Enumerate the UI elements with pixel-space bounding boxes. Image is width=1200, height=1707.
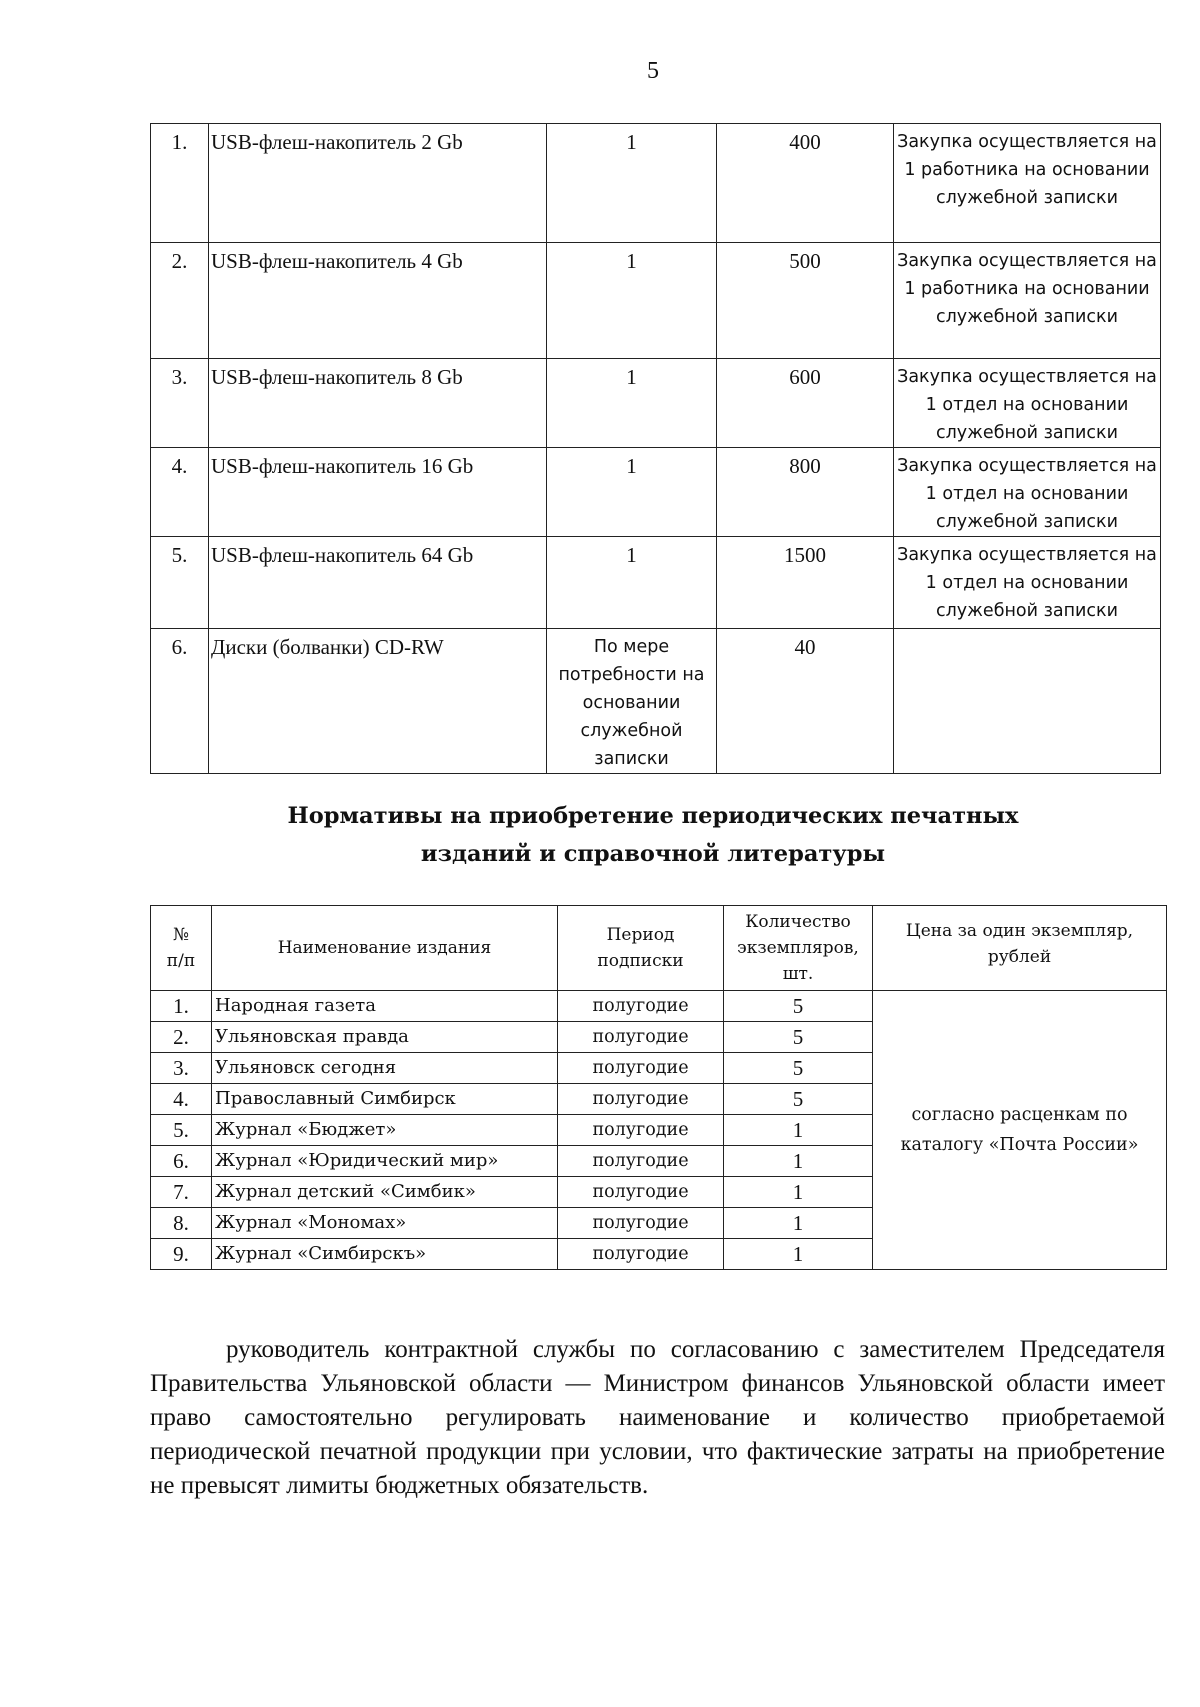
copies-quantity: 1 [724,1208,873,1239]
row-number: 6. [151,1146,212,1177]
subscription-period: полугодие [558,1239,724,1270]
copies-quantity: 5 [724,1084,873,1115]
item-name: USB-флеш-накопитель 8 Gb [209,359,547,448]
item-price: 40 [717,629,894,774]
item-note: Закупка осуществляется на 1 работника на основании служебной записки [894,124,1161,243]
subscription-period: полугодие [558,1208,724,1239]
table-row [151,991,1167,1022]
row-number: 3. [151,1053,212,1084]
header-period: Период подписки [558,906,724,991]
row-number: 4. [151,1084,212,1115]
row-number: 2. [151,243,209,359]
table-header-row [151,906,1167,991]
item-name: Диски (болванки) CD-RW [209,629,547,774]
row-number: 3. [151,359,209,448]
publication-name: Журнал «Мономах» [212,1208,558,1239]
section-heading-line-2: изданий и справочной литературы [420,841,886,867]
publication-name: Журнал «Бюджет» [212,1115,558,1146]
item-quantity: 1 [547,359,717,448]
row-number: 1. [151,991,212,1022]
item-quantity: 1 [547,243,717,359]
publication-name: Журнал «Симбирскъ» [212,1239,558,1270]
item-note: Закупка осуществляется на 1 отдел на основании служебной записки [894,448,1161,537]
copies-quantity: 1 [724,1115,873,1146]
table-row [151,124,1161,243]
body-paragraph: руководитель контрактной службы по согласованию с заместителем Председателя Правительства Ульяновской области — Министром финансов Ульяновской области имеет право самостоятельно регулировать наименование и количество приобретаемой периодической печатной продукции при условии, что фактические затраты на приобретение не превысят лимиты бюджетных обязательств. [150,1336,1165,1499]
header-price: Цена за один экземпляр, рублей [873,906,1167,991]
item-name: USB-флеш-накопитель 4 Gb [209,243,547,359]
table-row [151,359,1161,448]
copies-quantity: 5 [724,991,873,1022]
table-row [151,448,1161,537]
publication-name: Ульяновск сегодня [212,1053,558,1084]
item-price: 800 [717,448,894,537]
item-name: USB-флеш-накопитель 64 Gb [209,537,547,629]
row-number: 9. [151,1239,212,1270]
item-price: 1500 [717,537,894,629]
section-heading-line-1: Нормативы на приобретение периодических печатных [287,803,1019,829]
subscription-period: полугодие [558,1146,724,1177]
item-quantity: 1 [547,537,717,629]
subscription-period: полугодие [558,1084,724,1115]
subscription-period: полугодие [558,1177,724,1208]
item-name: USB-флеш-накопитель 16 Gb [209,448,547,537]
header-name: Наименование издания [212,906,558,991]
item-quantity: По мере потребности на основании служебной записки [547,629,717,774]
table-row [151,629,1161,774]
table-row [151,537,1161,629]
header-number [151,906,212,991]
item-quantity: 1 [547,448,717,537]
item-price: 600 [717,359,894,448]
subscription-period: полугодие [558,1022,724,1053]
publication-name: Журнал «Юридический мир» [212,1146,558,1177]
row-number: 8. [151,1208,212,1239]
copies-quantity: 5 [724,1022,873,1053]
copies-quantity: 1 [724,1177,873,1208]
subscription-period: полугодие [558,1115,724,1146]
publication-name: Православный Симбирск [212,1084,558,1115]
periodicals-table [150,905,1167,1270]
item-note [894,629,1161,774]
row-number: 1. [151,124,209,243]
subscription-period: полугодие [558,1053,724,1084]
header-number-abbr: п/п [166,951,196,971]
item-price: 400 [717,124,894,243]
header-quantity: Количество экземпляров, шт. [724,906,873,991]
row-number: 6. [151,629,209,774]
item-note: Закупка осуществляется на 1 отдел на основании служебной записки [894,359,1161,448]
price-note: согласно расценкам по каталогу «Почта России» [873,991,1167,1270]
copies-quantity: 1 [724,1146,873,1177]
row-number: 5. [151,537,209,629]
page-number: 5 [647,58,659,84]
row-number: 4. [151,448,209,537]
row-number: 7. [151,1177,212,1208]
subscription-period: полугодие [558,991,724,1022]
copies-quantity: 5 [724,1053,873,1084]
table-row [151,243,1161,359]
item-quantity: 1 [547,124,717,243]
item-name: USB-флеш-накопитель 2 Gb [209,124,547,243]
item-note: Закупка осуществляется на 1 отдел на основании служебной записки [894,537,1161,629]
equipment-norms-table [150,123,1161,774]
copies-quantity: 1 [724,1239,873,1270]
header-number-symbol: № [172,925,190,945]
publication-name: Народная газета [212,991,558,1022]
publication-name: Журнал детский «Симбик» [212,1177,558,1208]
item-price: 500 [717,243,894,359]
item-note: Закупка осуществляется на 1 работника на основании служебной записки [894,243,1161,359]
row-number: 5. [151,1115,212,1146]
publication-name: Ульяновская правда [212,1022,558,1053]
row-number: 2. [151,1022,212,1053]
